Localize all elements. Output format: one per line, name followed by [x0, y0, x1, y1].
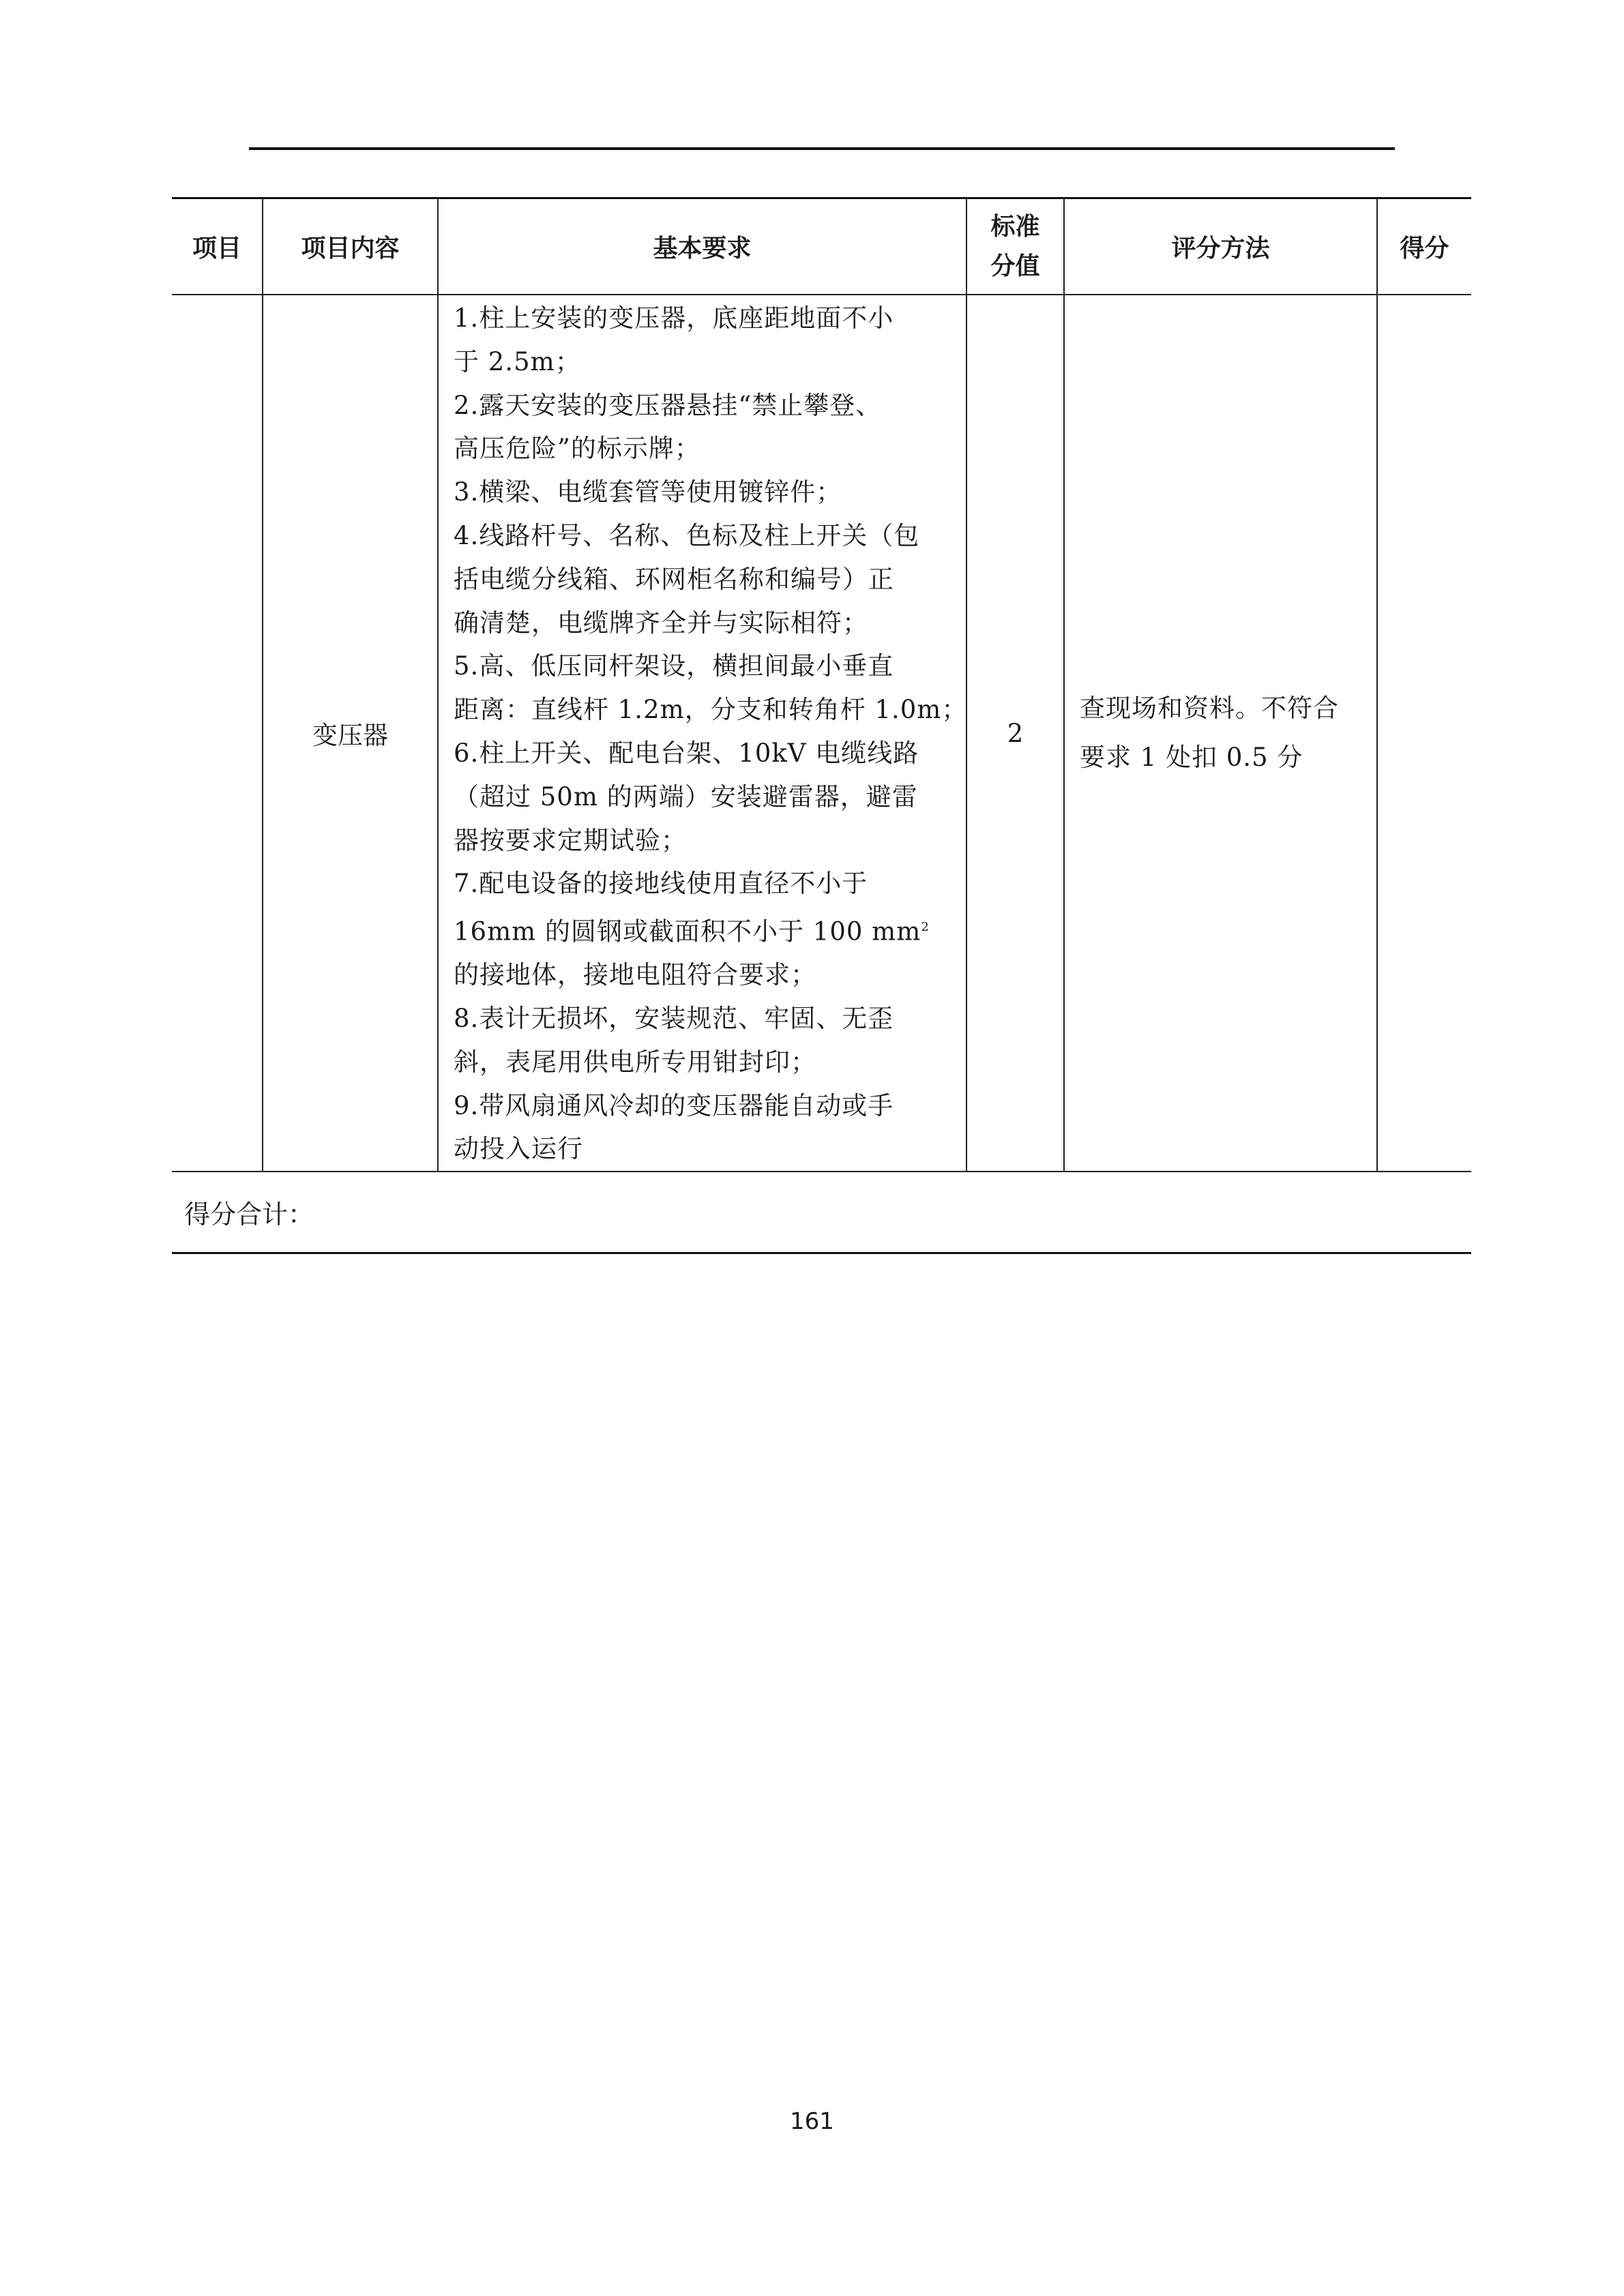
requirement-line: 2.露天安装的变压器悬挂“禁止攀登、 [454, 390, 882, 420]
requirement-line-with-superscript [454, 906, 952, 953]
requirement-line: （超过 50m 的两端）安装避雷器，避雷 [454, 781, 918, 811]
requirement-line: 8.表计无损坏，安装规范、牢固、无歪 [454, 1004, 894, 1034]
method-line: 要求 1 处扣 0.5 分 [1080, 743, 1303, 773]
cell-method [1064, 295, 1377, 1172]
cell-content: 变压器 [263, 295, 438, 1172]
requirement-line: 4.线路杆号、名称、色标及柱上开关（包 [454, 520, 920, 550]
scoring-table [172, 197, 1471, 1254]
requirement-line: 7.配电设备的接地线使用直径不小于 [454, 869, 868, 899]
requirement-line: 确清楚，电缆牌齐全并与实际相符； [454, 608, 868, 638]
cell-project [172, 295, 263, 1172]
requirement-line: 高压危险”的标示牌； [454, 434, 700, 464]
header-requirements: 基本要求 [438, 198, 966, 295]
requirement-line: 斜，表尾用供电所专用钳封印； [454, 1047, 816, 1077]
area-superscript: 2 [921, 920, 930, 935]
total-label: 得分合计： [172, 1172, 1471, 1253]
header-project: 项目 [172, 198, 263, 295]
cell-standard-score: 2 [966, 295, 1064, 1172]
requirement-line: 5.高、低压同杆架设，横担间最小垂直 [454, 651, 894, 681]
requirement-line: 动投入运行 [454, 1134, 583, 1164]
header-standard-line1: 标准 [990, 212, 1040, 241]
table-header-row [172, 198, 1471, 295]
requirement-line: 括电缆分线箱、环网柜名称和编号）正 [454, 564, 894, 594]
page-number: 161 [790, 2108, 834, 2135]
header-rule [249, 147, 1395, 150]
total-row [172, 1172, 1471, 1253]
header-content: 项目内容 [263, 198, 438, 295]
header-standard-score [966, 198, 1064, 295]
requirement-line: 的接地体，接地电阻符合要求； [454, 960, 816, 990]
requirement-line: 9.带风扇通风冷却的变压器能自动或手 [454, 1090, 894, 1120]
requirement-line: 器按要求定期试验； [454, 825, 687, 855]
header-method: 评分方法 [1064, 198, 1377, 295]
requirement-line: 16mm 的圆钢或截面积不小于 100 mm [454, 916, 921, 946]
header-standard-line2: 分值 [990, 252, 1040, 280]
requirement-line: 1.柱上安装的变压器，底座距地面不小 [454, 303, 894, 333]
cell-score [1377, 295, 1471, 1172]
cell-requirements [438, 295, 966, 1172]
method-line: 查现场和资料。不符合 [1080, 694, 1339, 724]
header-score: 得分 [1377, 198, 1471, 295]
requirement-line: 3.横梁、电缆套管等使用镀锌件； [454, 477, 842, 507]
requirement-line: 6.柱上开关、配电台架、10kV 电缆线路 [454, 738, 919, 768]
requirement-line: 于 2.5m； [454, 346, 581, 376]
requirement-line: 距离：直线杆 1.2m，分支和转角杆 1.0m； [454, 695, 968, 725]
table-row [172, 295, 1471, 1172]
